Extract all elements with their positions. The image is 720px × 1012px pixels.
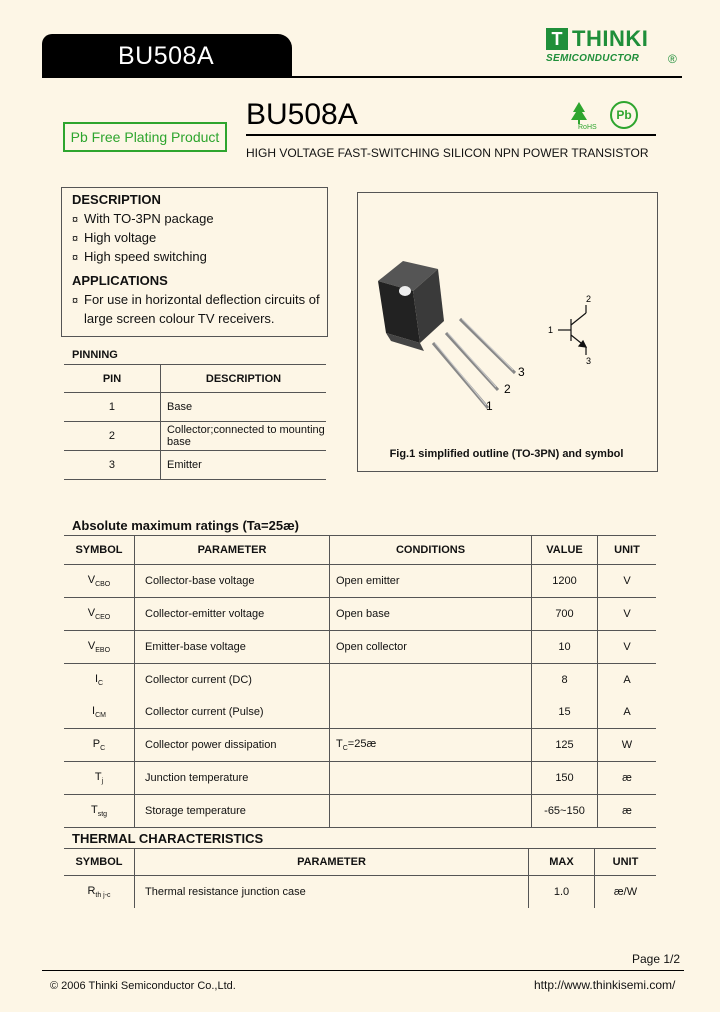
- symbol-subscript: CBO: [95, 581, 111, 589]
- symbol-subscript: th j-c: [95, 892, 111, 900]
- symbol-cell: [64, 876, 135, 909]
- value-cell: 700: [532, 598, 598, 631]
- value-cell: 8: [532, 664, 598, 697]
- symbol-cell: [64, 598, 135, 631]
- description-heading: DESCRIPTION: [72, 192, 161, 207]
- symbol-cell: [64, 762, 135, 795]
- table-row: [64, 664, 656, 697]
- parameter-cell: Collector current (DC): [135, 664, 330, 697]
- page-subtitle: HIGH VOLTAGE FAST-SWITCHING SILICON NPN POWER TRANSISTOR: [246, 146, 649, 160]
- conditions-cell: [330, 795, 532, 828]
- parameter-column-header: PARAMETER: [135, 536, 330, 565]
- symbol-text: R: [87, 884, 96, 897]
- symbol-subscript: C: [100, 745, 106, 753]
- conditions-cell: [330, 696, 532, 729]
- unit-cell: æ: [598, 762, 657, 795]
- unit-cell: A: [598, 696, 657, 729]
- description-column-header: DESCRIPTION: [160, 365, 326, 393]
- symbol-text: I: [94, 672, 98, 685]
- symbol-cell: [64, 664, 135, 697]
- description-item: [72, 211, 214, 226]
- table-row: [64, 393, 326, 422]
- applications-heading: APPLICATIONS: [72, 273, 168, 288]
- parameter-cell: Collector-emitter voltage: [135, 598, 330, 631]
- to3pn-package-icon: [378, 261, 515, 408]
- symbol-column-header: SYMBOL: [64, 849, 135, 876]
- package-pin-label: 2: [504, 382, 511, 396]
- condition-subscript: C: [342, 745, 348, 753]
- symbol-text: T: [90, 803, 98, 816]
- application-text-cont: large screen colour TV receivers.: [84, 311, 275, 326]
- pinning-table: [64, 364, 326, 480]
- npn-symbol-icon: [558, 305, 586, 355]
- conditions-cell: Open collector: [330, 631, 532, 664]
- parameter-cell: Collector current (Pulse): [135, 696, 330, 729]
- parameter-cell: Emitter-base voltage: [135, 631, 330, 664]
- value-cell: -65~150: [532, 795, 598, 828]
- symbol-subscript: stg: [97, 811, 108, 819]
- description-item: [72, 230, 156, 245]
- parameter-cell: Storage temperature: [135, 795, 330, 828]
- unit-cell: W: [598, 729, 657, 762]
- unit-cell: æ: [598, 795, 657, 828]
- thermal-table: [64, 848, 656, 908]
- unit-cell: æ/W: [613, 886, 638, 898]
- logo-subtitle: SEMICONDUCTOR: [546, 53, 640, 64]
- symbol-subscript: CM: [95, 712, 106, 720]
- symbol-pin-label: 3: [586, 356, 592, 366]
- header-rule: [42, 76, 682, 78]
- conditions-cell: [330, 729, 532, 762]
- logo-name: THINKI: [572, 26, 649, 51]
- unit-cell: A: [623, 674, 631, 686]
- registered-mark: ®: [668, 52, 677, 66]
- symbol-pin-label: 1: [548, 325, 554, 335]
- thermal-heading: THERMAL CHARACTERISTICS: [72, 831, 264, 846]
- application-text: For use in horizontal deflection circuits of: [84, 292, 320, 307]
- figure-box: [357, 192, 658, 472]
- bullet-icon: ¤: [72, 214, 79, 226]
- title-rule: [246, 134, 656, 136]
- symbol-subscript: C: [98, 680, 104, 688]
- symbol-text: T: [94, 770, 102, 783]
- table-row: [64, 696, 656, 729]
- value-cell: 125: [532, 729, 598, 762]
- symbol-text: V: [87, 573, 96, 586]
- table-row: [64, 876, 656, 909]
- unit-column-header: UNIT: [598, 536, 657, 565]
- table-row: [64, 795, 656, 828]
- pin-description: Base: [160, 393, 326, 422]
- parameter-cell: Collector power dissipation: [135, 729, 330, 762]
- bullet-icon: ¤: [72, 233, 79, 245]
- symbol-cell: [64, 795, 135, 828]
- value-cell: 1200: [532, 565, 598, 598]
- unit-column-header: UNIT: [595, 849, 657, 876]
- table-row: [64, 729, 656, 762]
- table-row: [64, 762, 656, 795]
- conditions-column-header: CONDITIONS: [330, 536, 532, 565]
- conditions-cell: [330, 762, 532, 795]
- page-number: Page 1/2: [632, 952, 681, 966]
- symbol-cell: [64, 565, 135, 598]
- conditions-cell: Open base: [330, 598, 532, 631]
- symbol-subscript: EBO: [95, 647, 111, 655]
- symbol-subscript: j: [101, 778, 104, 786]
- website-link[interactable]: http://www.thinkisemi.com/: [534, 978, 676, 992]
- pb-free-icon: Pb: [610, 101, 638, 129]
- package-pin-label: 1: [486, 399, 493, 413]
- symbol-cell: [64, 729, 135, 762]
- rohs-label: RoHS: [578, 124, 597, 130]
- pin-column-header: PIN: [64, 365, 160, 393]
- condition-symbol: T: [336, 737, 343, 750]
- parameter-cell: Junction temperature: [135, 762, 330, 795]
- value-cell: 10: [532, 631, 598, 664]
- unit-cell: V: [598, 631, 657, 664]
- conditions-cell: [330, 664, 532, 697]
- table-row: [64, 631, 656, 664]
- max-cell: 1.0: [529, 876, 595, 909]
- footer-rule: [42, 970, 684, 971]
- symbol-text: V: [87, 606, 96, 619]
- table-row: [64, 451, 326, 480]
- pin-number: 1: [64, 393, 160, 422]
- symbol-subscript: CEO: [95, 614, 111, 622]
- description-item-text: High speed switching: [84, 249, 207, 264]
- pin-number: 2: [64, 422, 160, 451]
- bullet-icon: ¤: [72, 252, 79, 264]
- value-column-header: VALUE: [532, 536, 598, 565]
- symbol-text: I: [92, 704, 96, 717]
- thinki-logo-icon: T: [546, 28, 568, 50]
- table-row: [64, 565, 656, 598]
- parameter-cell: Thermal resistance junction case: [135, 876, 529, 909]
- parameter-column-header: PARAMETER: [135, 849, 529, 876]
- max-column-header: MAX: [529, 849, 595, 876]
- symbol-text: P: [92, 737, 101, 750]
- condition-value: =25æ: [347, 737, 377, 750]
- header-part-number: BU508A: [118, 42, 215, 70]
- pin-number: 3: [64, 451, 160, 480]
- symbol-text: V: [87, 639, 96, 652]
- package-pin-label: 3: [518, 365, 525, 379]
- description-item: [72, 249, 207, 264]
- pinning-heading: PINNING: [72, 349, 118, 361]
- symbol-cell: [64, 696, 135, 729]
- pin-description: Collector;connected to mounting base: [160, 422, 326, 451]
- value-cell: 150: [532, 762, 598, 795]
- bullet-icon: ¤: [72, 295, 79, 307]
- ratings-table: [64, 535, 656, 828]
- figure-caption: Fig.1 simplified outline (TO-3PN) and symbol: [389, 448, 624, 460]
- description-item-text: High voltage: [84, 230, 157, 245]
- value-cell: 15: [532, 696, 598, 729]
- description-box: [61, 187, 328, 337]
- unit-cell: V: [598, 598, 657, 631]
- description-item-text: With TO-3PN package: [84, 211, 214, 226]
- table-row: [64, 598, 656, 631]
- symbol-column-header: SYMBOL: [64, 536, 135, 565]
- transistor-figure: [358, 193, 657, 443]
- page-title: BU508A: [246, 98, 358, 131]
- copyright: © 2006 Thinki Semiconductor Co.,Ltd.: [50, 980, 236, 992]
- application-item: [72, 292, 320, 307]
- conditions-cell: Open emitter: [330, 565, 532, 598]
- rohs-icon: [568, 100, 600, 130]
- table-row: [64, 422, 326, 451]
- parameter-cell: Collector-base voltage: [135, 565, 330, 598]
- ratings-heading: Absolute maximum ratings (Ta=25æ): [72, 518, 299, 533]
- pb-free-badge: Pb Free Plating Product: [63, 122, 227, 152]
- symbol-cell: [64, 631, 135, 664]
- unit-cell: V: [598, 565, 657, 598]
- pin-description: Emitter: [160, 451, 326, 480]
- symbol-pin-label: 2: [586, 294, 592, 304]
